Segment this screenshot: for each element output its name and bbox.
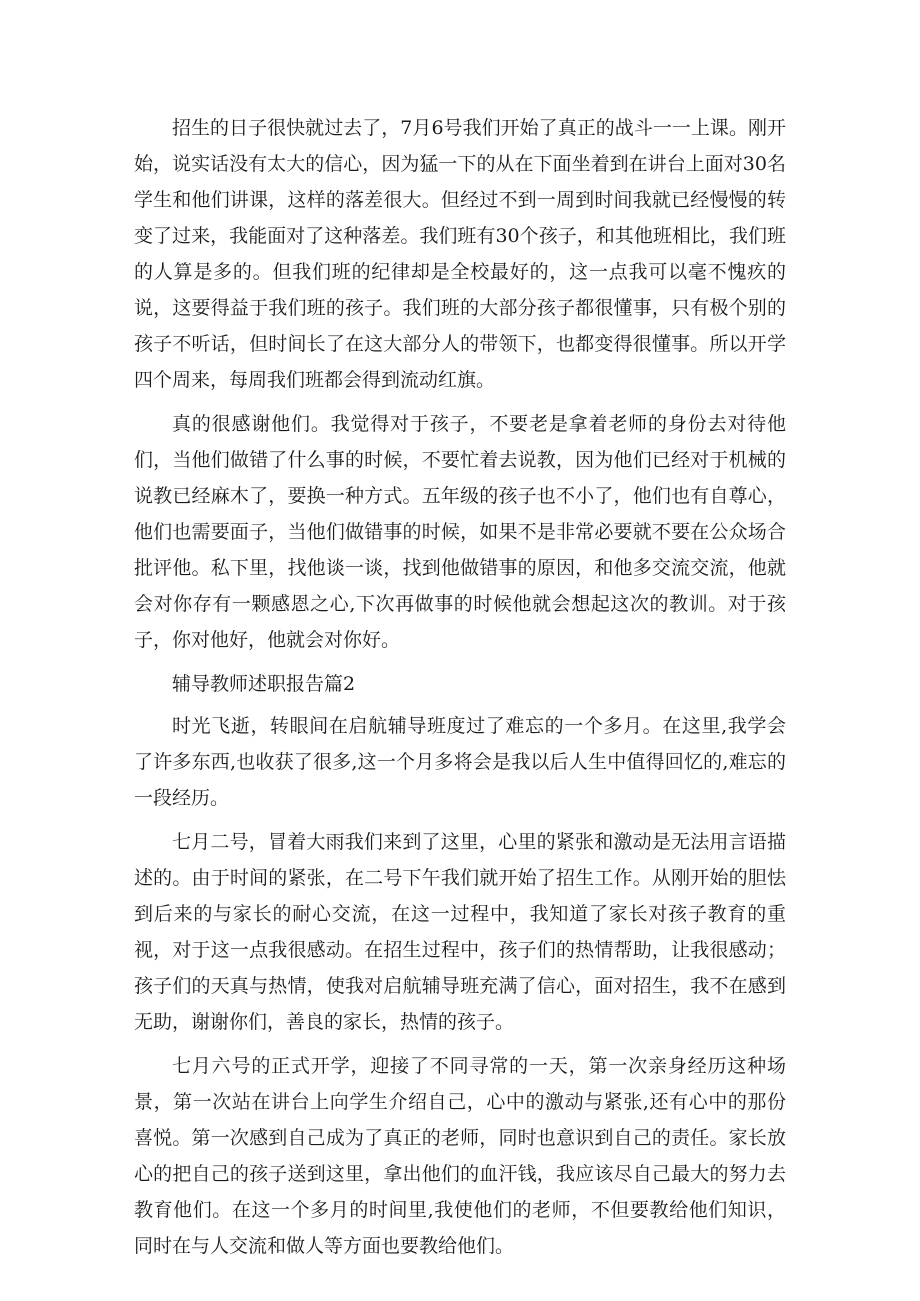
document-body bbox=[134, 110, 786, 1272]
paragraph-5: 七月六号的正式开学，迎接了不同寻常的一天，第一次亲身经历这种场景，第一次站在讲台上向学生介绍自己，心中的激动与紧张,还有心中的那份喜悦。第一次感到自己成为了真正的老师，同时也意识到自己的责任。家长放心的把自己的孩子送到这里，拿出他们的血汗钱，我应该尽自己最大的努力去教育他们。在这一个多月的时间里,我使他们的老师，不但要教给他们知识，同时在与人交流和做人等方面也要教给他们。 bbox=[134, 1055, 786, 1257]
paragraph-2: 真的很感谢他们。我觉得对于孩子，不要老是拿着老师的身份去对待他们，当他们做错了什么事的时候，不要忙着去说教，因为他们已经对于机械的说教已经麻木了，要换一种方式。五年级的孩子也不小了，他们也有自尊心，他们也需要面子，当他们做错事的时候，如果不是非常必要就不要在公众场合批评他。私下里，找他谈一谈，找到他做错事的原因，和他多交流交流，他就会对你存有一颗感恩之心,下次再做事的时候他就会想起这次的教训。对于孩子，你对他好，他就会对你好。 bbox=[134, 413, 786, 651]
paragraph-1: 招生的日子很快就过去了，7月6号我们开始了真正的战斗一一上课。刚开始，说实话没有太大的信心，因为猛一下的从在下面坐着到在讲台上面对30名学生和他们讲课，这样的落差很大。但经过不到一周到时间我就已经慢慢的转变了过来，我能面对了这种落差。我们班有30个孩子，和其他班相比，我们班的人算是多的。但我们班的纪律却是全校最好的，这一点我可以毫不愧疚的说，这要得益于我们班的孩子。我们班的大部分孩子都很懂事，只有极个别的孩子不听话，但时间长了在这大部分人的带领下，也都变得很懂事。所以开学四个周来，每周我们班都会得到流动红旗。 bbox=[134, 117, 786, 391]
paragraph-3: 时光飞逝，转眼间在启航辅导班度过了难忘的一个多月。在这里,我学会了许多东西,也收获了很多,这一个月多将会是我以后人生中值得回忆的,难忘的一段经历。 bbox=[134, 715, 786, 809]
paragraph-4: 七月二号，冒着大雨我们来到了这里，心里的紧张和激动是无法用言语描述的。由于时间的紧张，在二号下午我们就开始了招生工作。从刚开始的胆怯到后来的与家长的耐心交流，在这一过程中，我知道了家长对孩子教育的重视，对于这一点我很感动。在招生过程中，孩子们的热情帮助，让我很感动；孩子们的天真与热情，使我对启航辅导班充满了信心，面对招生，我不在感到无助，谢谢你们，善良的家长，热情的孩子。 bbox=[134, 831, 786, 1033]
section-heading: 辅导教师述职报告篇2 bbox=[172, 673, 356, 695]
